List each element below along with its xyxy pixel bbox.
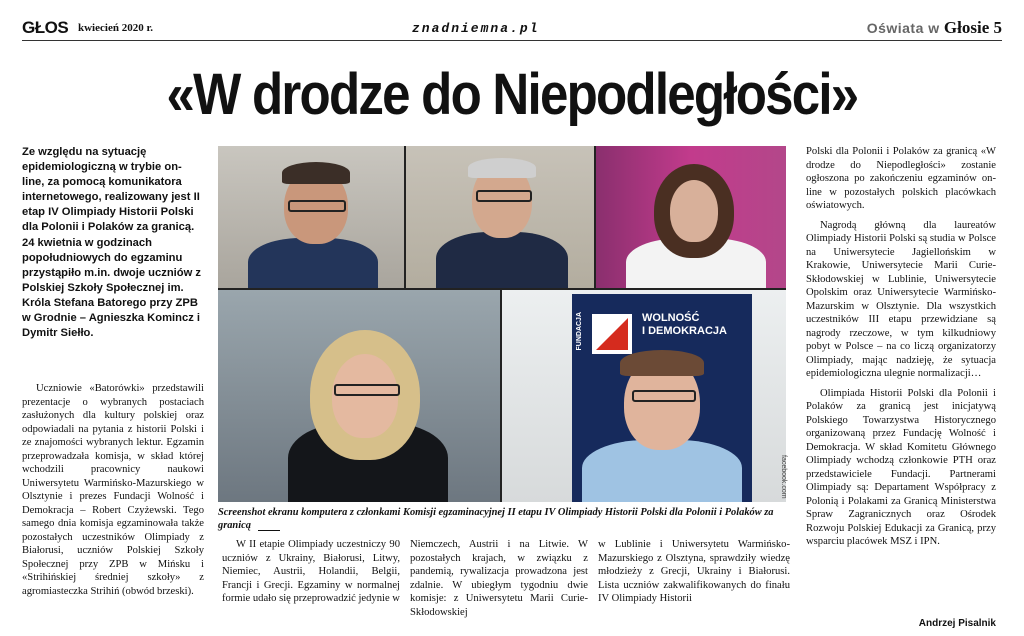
section-title: Oświata w Głosie 5 <box>866 18 1002 37</box>
article-column-4: w Lublinie i Uniwersytetu Warmińsko-Mazurskiego z Olsztyna, sprawdziły wiedzę młodzieży z Grecji, Ukrainy i Białorusi. Lista uczniów zakwalifikowanych do finału IV Olimpiady Historii <box>598 539 790 604</box>
participant-tile <box>218 146 404 288</box>
foundation-logo-icon <box>592 314 632 354</box>
article-lead: Ze względu na sytuację epidemiologiczną w trybie on-line, za pomocą komunikatora internetowego, realizowany jest II etap IV Olimpiady Historii Polski dla Polonii i Polaków za granicą. 24 kwietnia w godzinach popołudniowych do egzaminu przystąpiło m.in. dwoje uczniów z Polskiej Szkoły Społecznej im. Króla Stefana Batorego przy ZPB w Grodnie – Agnieszka Komincz i Dymitr Siełło. <box>22 146 202 340</box>
page-header <box>22 18 1002 41</box>
article-column-3: Niemczech, Austrii i na Litwie. W pozostałych krajach, w związku z pandemią, rywalizacja prowadzona jest zdalnie. W ubiegłym tygodniu dwie komisje: z Uniwersytetu Marii Curie-Skłodowskiej <box>410 539 588 618</box>
foundation-banner: FUNDACJA WOLNOŚĆ I DEMOKRACJA <box>572 294 752 502</box>
newspaper-logo: GŁOS <box>22 18 69 37</box>
article-column-1: Uczniowie «Batorówki» przedstawili prezentacje o wybranych postaciach zasłużonych dla kultury polskiej oraz odpowiadali na pytania z historii Polski i ze znajomości wybranych lektur. Egzamin przeprowadzała komisja, w skład której wchodzili pracownicy naukowi Uniwersytetu Warmińsko-Mazurskiego w Olsztynie i prezes Fundacji Wolność i Demokracja – Robert Czyżewski. Tego samego dnia komisja egzaminowała także pozostałych uczestników Olimpiady z Białorusi, uczniów Polskiej Szkoły Społecznej przy ZPB w Mińsku i «Strihińskiej średniej szkoły» z agromiasteczka Strihiń (obwód brzeski). <box>22 383 204 597</box>
participant-tile <box>502 290 786 502</box>
participant-tile <box>406 146 594 288</box>
article-author: Andrzej Pisalnik <box>918 618 996 629</box>
participant-tile <box>596 146 786 288</box>
website-url[interactable]: znadniemna.pl <box>412 21 540 36</box>
article-column-5: Polski dla Polonii i Polaków za granicą «W drodze do Niepodległości» zostanie ogłoszona po zakończeniu egzaminów on-line w pozostałych polskich placówkach oświatowych. Nagrodą główną dla laureatów Olimpiady Historii Polski są studia w Polsce na Uniwersytecie Jagiellońskim w Krakowie, Uniwersytecie Marii Curie-Skłodowskiej w Lublinie, Uniwersytecie Opolskim oraz Uniwersytecie Warmińsko-Mazurskim w Olsztynie. Dla wszystkich uczestników III etapu przewidziane są nagrody rzeczowe, w tym kilkudniowy pobyt w Polsce – na co liczą organizatorzy Olimpiady, mając nadzieję, że sytuacja epidemiologiczna ulegnie normalizacji… Olimpiada Historii Polski dla Polonii i Polaków za granicą jest inicjatywą Polskiego Towarzystwa Historycznego organizowaną przez Fundację Wolność i Demokracja. W skład Komitetu Głównego Olimpiady wchodzą członkowie PTH oraz przedstawiciele Fundacji. Partnerami Olimpiady są: Departament Współpracy z Polonią i Polakami za Granicą Ministerstwa Spraw Zagranicznych oraz Ośrodek Rozwoju Polskiej Edukacji za Granicą, przy wsparciu placówek MSZ i IPN. <box>806 146 996 547</box>
participant-tile <box>218 290 500 502</box>
photo-credit: facebook.com <box>780 455 787 499</box>
article-column-2: W II etapie Olimpiady uczestniczy 90 uczniów z Ukrainy, Białorusi, Litwy, Niemiec, Austrii, Holandii, Belgii, Francji i Grecji. Egzaminy w normalnej formie udało się przeprowadzić jedynie w <box>222 539 400 604</box>
caption-underline <box>258 530 280 531</box>
video-conference-photo <box>218 146 786 502</box>
issue-date: kwiecień 2020 r. <box>78 22 154 34</box>
photo-caption: Screenshot ekranu komputera z członkami Komisji egzaminacyjnej II etapu IV Olimpiady Historii Polski dla Polonii i Polaków za granicą <box>218 507 774 531</box>
article-title: «W drodze do Niepodległości» <box>166 62 858 127</box>
page-number: 5 <box>993 18 1002 37</box>
